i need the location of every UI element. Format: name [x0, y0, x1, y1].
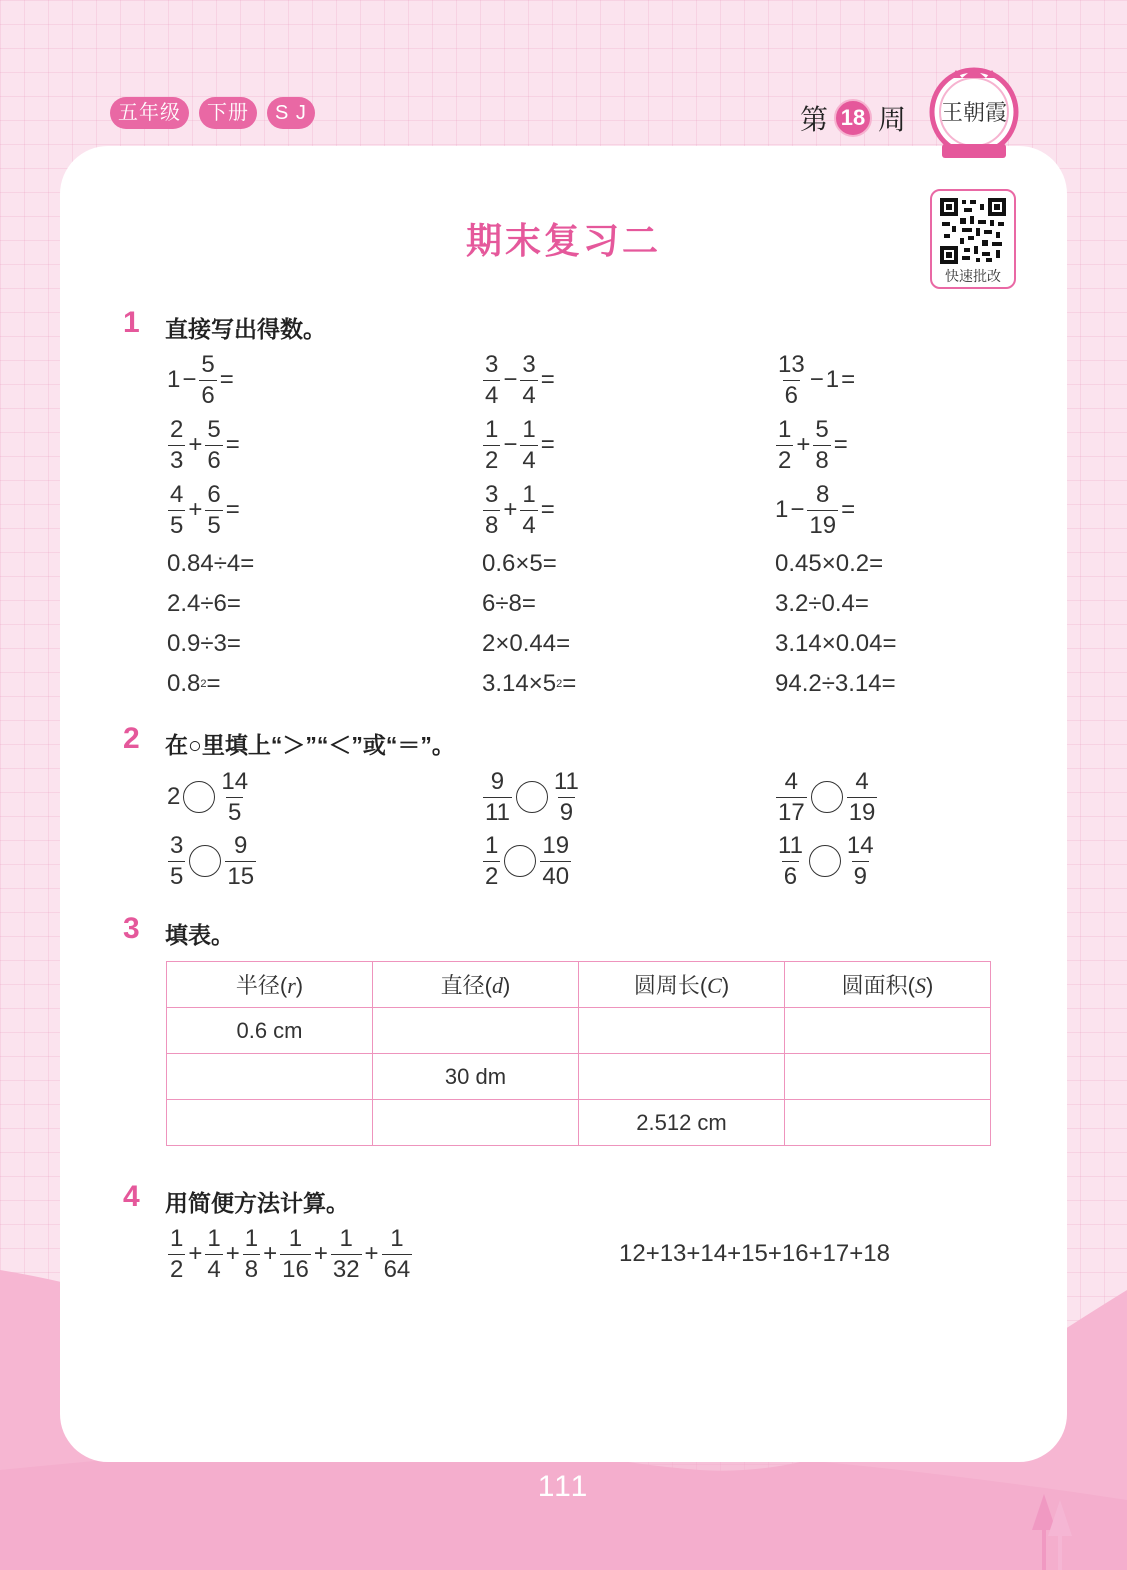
edition-tag: S J — [267, 97, 315, 129]
table-cell: 2.512 cm — [579, 1100, 785, 1146]
week-indicator — [800, 98, 906, 138]
expr-5-1: 2.4÷6= — [167, 590, 241, 617]
expr-5-2: 6÷8= — [482, 590, 536, 617]
page-number: 111 — [537, 1470, 590, 1503]
expr-5-3: 3.2÷0.4= — [775, 590, 869, 617]
table-cell-blank[interactable] — [785, 1054, 991, 1100]
table-cell-blank[interactable] — [579, 1054, 785, 1100]
table-cell-blank[interactable] — [785, 1008, 991, 1054]
table-header-row — [167, 962, 991, 1008]
expr-6-3: 3.14×0.04= — [775, 630, 897, 657]
compare-1-2: $\frac{9}{11}$ $\frac{11}{9}$ — [485, 767, 579, 826]
expr-7-3: 94.2÷3.14= — [775, 670, 896, 697]
section-3-number: 3 — [123, 912, 140, 945]
expr-6-1: 0.9÷3= — [167, 630, 241, 657]
answer-circle[interactable] — [183, 781, 215, 813]
expr-3-3: 1 − $\frac{8}{19}$ = — [775, 480, 856, 539]
section-4-title: 用简便方法计算。 — [165, 1190, 349, 1216]
expr-1-3: $\frac{13}{6}$ − 1 = — [778, 350, 856, 409]
week-prefix: 第 — [800, 104, 829, 135]
section-3-title: 填表。 — [165, 922, 234, 948]
table-cell-blank[interactable] — [579, 1008, 785, 1054]
table-cell-blank[interactable] — [167, 1054, 373, 1100]
section-2-number: 2 — [123, 722, 140, 755]
brand-seal-logo — [928, 66, 1020, 162]
expr-7-1: 0.8 2 = — [167, 670, 221, 697]
section-1-number: 1 — [123, 306, 140, 339]
expr-4-1: 0.84÷4= — [167, 550, 255, 577]
section-1-title: 直接写出得数。 — [165, 316, 326, 342]
compare-1-3: $\frac{4}{17}$ $\frac{4}{19}$ — [778, 767, 876, 826]
compare-1-1: 2 $\frac{14}{5}$ — [167, 767, 249, 826]
qr-caption: 快速批改 — [945, 268, 1001, 284]
page-title: 期末复习二 — [465, 220, 661, 261]
table-cell-blank[interactable] — [373, 1100, 579, 1146]
expr-2-1: $\frac{2}{3}$ + $\frac{5}{6}$ = — [170, 415, 240, 474]
table-cell-blank[interactable] — [373, 1008, 579, 1054]
expr-2-3: $\frac{1}{2}$ + $\frac{5}{8}$ = — [778, 415, 848, 474]
table-cell: 0.6 cm — [167, 1008, 373, 1054]
answer-circle[interactable] — [809, 845, 841, 877]
problem-4-1: $\frac{1}{2}$ + $\frac{1}{4}$ + $\frac{1}{8}$ + $\frac{1}{16}$ + $\frac{1}{32}$ + $\frac{1}{64}$ — [170, 1224, 411, 1283]
circle-table — [166, 961, 991, 1146]
header-circumference: 圆周长(C) — [579, 962, 785, 1008]
expr-7-2: 3.14×5 2 = — [482, 670, 577, 697]
compare-2-3: $\frac{11}{6}$ $\frac{14}{9}$ — [778, 831, 874, 890]
compare-2-2: $\frac{1}{2}$ $\frac{19}{40}$ — [485, 831, 570, 890]
arrow-decoration-icon — [1026, 1490, 1082, 1570]
expr-4-3: 0.45×0.2= — [775, 550, 884, 577]
expr-2-2: $\frac{1}{2}$ − $\frac{1}{4}$ = — [485, 415, 555, 474]
expr-3-2: $\frac{3}{8}$ + $\frac{1}{4}$ = — [485, 480, 555, 539]
week-suffix: 周 — [878, 104, 907, 135]
expr-4-2: 0.6×5= — [482, 550, 557, 577]
answer-circle[interactable] — [811, 781, 843, 813]
expr-6-2: 2×0.44= — [482, 630, 571, 657]
svg-text:王朝霞: 王朝霞 — [940, 101, 1008, 126]
compare-2-1: $\frac{3}{5}$ $\frac{9}{15}$ — [170, 831, 255, 890]
table-cell-blank[interactable] — [167, 1100, 373, 1146]
table-cell-blank[interactable] — [785, 1100, 991, 1146]
header-area: 圆面积(S) — [785, 962, 991, 1008]
table-row — [167, 1054, 991, 1100]
table-cell: 30 dm — [373, 1054, 579, 1100]
answer-circle[interactable] — [189, 845, 221, 877]
week-number-badge: 18 — [834, 99, 872, 137]
expr-1-2: $\frac{3}{4}$ − $\frac{3}{4}$ = — [485, 350, 555, 409]
book-tags — [110, 97, 315, 129]
table-row — [167, 1008, 991, 1054]
table-row — [167, 1100, 991, 1146]
section-4-number: 4 — [123, 1180, 140, 1213]
grade-tag: 五年级 — [110, 97, 189, 129]
answer-circle[interactable] — [516, 781, 548, 813]
section-2-title: 在○里填上“＞”“＜”或“＝”。 — [165, 732, 455, 758]
header-radius: 半径(r) — [167, 962, 373, 1008]
problem-4-2: 12+13+14+15+16+17+18 — [619, 1240, 890, 1267]
expr-1-1: 1 − $\frac{5}{6}$ = — [167, 350, 234, 409]
expr-3-1: $\frac{4}{5}$ + $\frac{6}{5}$ = — [170, 480, 240, 539]
answer-circle[interactable] — [504, 845, 536, 877]
header-diameter: 直径(d) — [373, 962, 579, 1008]
volume-tag: 下册 — [199, 97, 257, 129]
